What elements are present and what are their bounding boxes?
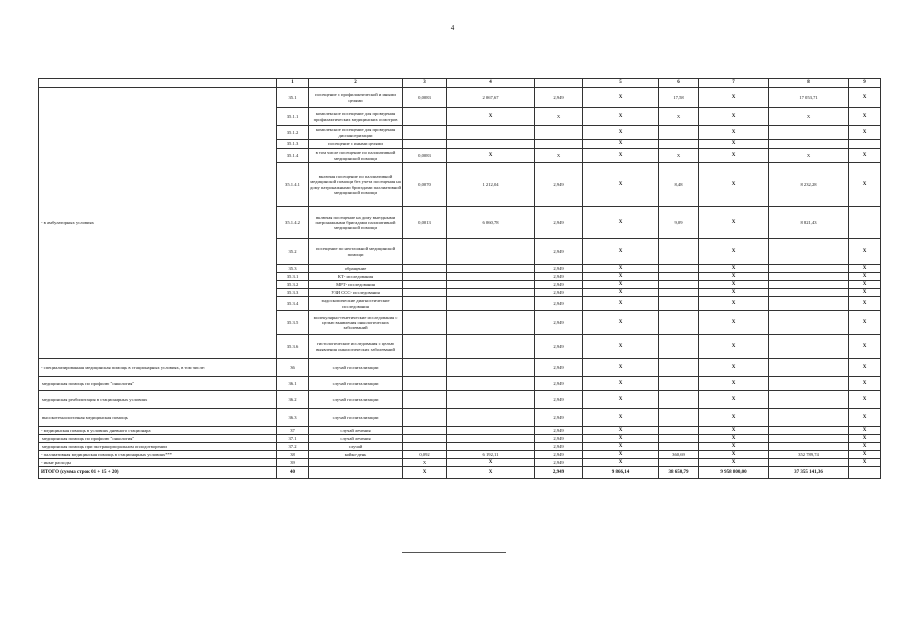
value-cell: X (583, 265, 659, 273)
value-cell (659, 377, 699, 391)
row-number-cell: 38 (277, 451, 309, 459)
value-cell: X (849, 311, 881, 335)
header-cell (535, 79, 583, 88)
value-cell: X (699, 289, 769, 297)
row-number-cell: 36.3 (277, 409, 309, 427)
value-cell: X (849, 451, 881, 459)
value-cell (769, 391, 849, 409)
value-cell (769, 435, 849, 443)
value-cell: X (699, 311, 769, 335)
value-cell: X (699, 273, 769, 281)
value-cell: 2,949 (535, 427, 583, 435)
row-number-cell: 35.3.4 (277, 297, 309, 311)
value-cell: X (583, 409, 659, 427)
value-cell (769, 289, 849, 297)
value-cell: X (699, 281, 769, 289)
unit-cell: посещение по неотложной медицинской помощи (309, 239, 403, 265)
value-cell: X (699, 451, 769, 459)
value-cell (447, 239, 535, 265)
value-cell (769, 265, 849, 273)
value-cell: X (583, 88, 659, 108)
value-cell (659, 140, 699, 149)
value-cell (447, 126, 535, 140)
value-cell: X (659, 149, 699, 163)
value-cell (403, 409, 447, 427)
value-cell (403, 273, 447, 281)
value-cell (535, 126, 583, 140)
header-cell: 3 (403, 79, 447, 88)
value-cell: X (583, 459, 659, 467)
header-cell-empty (39, 79, 277, 88)
value-cell (849, 207, 881, 239)
value-cell (447, 427, 535, 435)
header-cell: 4 (447, 79, 535, 88)
row-name-cell: высокотехнологичная медицинская помощь (39, 409, 277, 427)
value-cell: 2,949 (535, 443, 583, 451)
value-cell (447, 391, 535, 409)
unit-cell: комплексное посещение для проведения диспансеризации (309, 126, 403, 140)
value-cell: 0,0070 (403, 163, 447, 207)
value-cell: X (583, 359, 659, 377)
value-cell: 2,949 (535, 239, 583, 265)
value-cell: X (849, 281, 881, 289)
value-cell (659, 273, 699, 281)
value-cell (769, 409, 849, 427)
value-cell (769, 311, 849, 335)
value-cell: X (699, 126, 769, 140)
row-name-cell: медицинская реабилитация в стационарных условиях (39, 391, 277, 409)
row-number-cell: 35.3.5 (277, 311, 309, 335)
value-cell (403, 140, 447, 149)
value-cell (849, 140, 881, 149)
value-cell (659, 297, 699, 311)
value-cell: 2,949 (535, 273, 583, 281)
unit-cell: посещение с профилактической и иными целями (309, 88, 403, 108)
value-cell: X (583, 108, 659, 126)
value-cell: 17 053,71 (769, 88, 849, 108)
value-cell: 2,949 (535, 435, 583, 443)
value-cell (769, 239, 849, 265)
value-cell (769, 359, 849, 377)
value-cell: X (849, 88, 881, 108)
value-cell: 352 789,74 (769, 451, 849, 459)
row-number-cell: 36.1 (277, 377, 309, 391)
value-cell: 0,092 (403, 451, 447, 459)
value-cell: X (849, 435, 881, 443)
value-cell: X (535, 149, 583, 163)
total-value-cell: 38 650,79 (659, 467, 699, 479)
value-cell (447, 409, 535, 427)
value-cell (403, 289, 447, 297)
value-cell: 2 067,67 (447, 88, 535, 108)
value-cell: 2,949 (535, 289, 583, 297)
value-cell (659, 443, 699, 451)
row-name-cell: медицинская помощь при экстракорпоральном оплодотворении (39, 443, 277, 451)
value-cell: X (849, 409, 881, 427)
row-name-cell: - иные расходы (39, 459, 277, 467)
row-number-cell: 37 (277, 427, 309, 435)
header-row (39, 79, 881, 88)
value-cell (447, 359, 535, 377)
row-number-cell: 35.1.3 (277, 140, 309, 149)
value-cell (659, 427, 699, 435)
value-cell: 2,949 (535, 459, 583, 467)
value-cell: X (849, 149, 881, 163)
value-cell: X (699, 207, 769, 239)
total-value-cell: 37 355 141,36 (769, 467, 849, 479)
value-cell (769, 335, 849, 359)
table-body (39, 79, 881, 479)
value-cell (769, 297, 849, 311)
header-cell: 2 (309, 79, 403, 88)
unit-cell: УЗИ ССС- исследования (309, 289, 403, 297)
value-cell: 8 232,28 (769, 163, 849, 207)
value-cell: X (583, 427, 659, 435)
value-cell: X (583, 451, 659, 459)
value-cell: X (699, 335, 769, 359)
value-cell: X (583, 289, 659, 297)
group-label-ambulatory: - в амбулаторных условиях (39, 88, 277, 359)
value-cell (659, 265, 699, 273)
value-cell (535, 140, 583, 149)
table-row (39, 88, 881, 108)
value-cell (403, 335, 447, 359)
value-cell: X (583, 311, 659, 335)
unit-cell: молекулярно-генетические исследования с целью выявления онкологических заболеваний (309, 311, 403, 335)
value-cell: 2,949 (535, 163, 583, 207)
page-number: 4 (450, 24, 455, 32)
value-cell: X (583, 443, 659, 451)
row-number-cell: 37.2 (277, 443, 309, 451)
value-cell: X (699, 377, 769, 391)
row-number-cell: 35.1.4.2 (277, 207, 309, 239)
row-number-cell: 35.3.6 (277, 335, 309, 359)
row-number-cell: 35.2 (277, 239, 309, 265)
unit-cell: МРТ- исследования (309, 281, 403, 289)
value-cell: X (849, 163, 881, 207)
value-cell: X (849, 377, 881, 391)
value-cell: X (583, 140, 659, 149)
value-cell (403, 239, 447, 265)
total-value-cell: 2,949 (535, 467, 583, 479)
value-cell (447, 281, 535, 289)
value-cell: X (849, 108, 881, 126)
value-cell (659, 126, 699, 140)
value-cell (403, 359, 447, 377)
table-row (39, 409, 881, 427)
row-number-cell: 35.1.4.1 (277, 163, 309, 207)
value-cell: X (583, 126, 659, 140)
unit-cell: случай госпитализации (309, 391, 403, 409)
unit-cell: включая посещение на дому выездными патронажными бригадами паллиативной медицинской помощи (309, 207, 403, 239)
value-cell: 2,949 (535, 377, 583, 391)
value-cell: X (699, 391, 769, 409)
value-cell: X (583, 239, 659, 265)
row-name-cell: - медицинская помощь в условиях дневного стационара (39, 427, 277, 435)
value-cell (403, 311, 447, 335)
table-row (39, 377, 881, 391)
value-cell (659, 289, 699, 297)
unit-cell: случай лечения (309, 435, 403, 443)
value-cell: 6 192,11 (447, 451, 535, 459)
value-cell: 17,58 (659, 88, 699, 108)
value-cell: 2,949 (535, 88, 583, 108)
value-cell: 8,48 (659, 163, 699, 207)
footer-rule (402, 552, 506, 553)
value-cell: X (583, 377, 659, 391)
value-cell: X (849, 273, 881, 281)
row-number-cell: 35.3.2 (277, 281, 309, 289)
unit-cell: эндоскопические диагностические исследования (309, 297, 403, 311)
value-cell (659, 409, 699, 427)
row-number-cell: 37.1 (277, 435, 309, 443)
table-row (39, 359, 881, 377)
value-cell (659, 391, 699, 409)
total-row (39, 467, 881, 479)
value-cell: X (849, 265, 881, 273)
value-cell: 360,69 (659, 451, 699, 459)
unit-cell: случай госпитализации (309, 409, 403, 427)
value-cell: X (849, 359, 881, 377)
value-cell (447, 377, 535, 391)
row-name-cell: медицинская помощь по профилю "онкология" (39, 377, 277, 391)
unit-cell: гистологические исследования с целью выявления онкологических заболеваний (309, 335, 403, 359)
total-label-cell: ИТОГО (сумма строк 01 + 15 + 20) (39, 467, 277, 479)
value-cell (769, 140, 849, 149)
value-cell: 2,949 (535, 409, 583, 427)
value-cell: X (403, 459, 447, 467)
value-cell: X (849, 289, 881, 297)
value-cell (403, 297, 447, 311)
total-value-cell (309, 467, 403, 479)
unit-cell: комплексное посещение для проведения профилактических медицинских осмотров (309, 108, 403, 126)
value-cell: X (699, 427, 769, 435)
value-cell (447, 297, 535, 311)
value-cell: 2,949 (535, 311, 583, 335)
table-row (39, 443, 881, 451)
value-cell: X (699, 265, 769, 273)
value-cell: X (659, 108, 699, 126)
value-cell: X (699, 435, 769, 443)
row-number-cell: 35.1.4 (277, 149, 309, 163)
row-name-cell: - паллиативная медицинская помощь в стационарных условиях*** (39, 451, 277, 459)
value-cell: X (535, 108, 583, 126)
value-cell (659, 435, 699, 443)
row-number-cell: 35.1 (277, 88, 309, 108)
row-number-cell: 35.3 (277, 265, 309, 273)
header-cell: 7 (699, 79, 769, 88)
value-cell: X (699, 239, 769, 265)
total-value-cell (849, 467, 881, 479)
header-cell: 6 (659, 79, 699, 88)
value-cell (659, 281, 699, 289)
value-cell (403, 377, 447, 391)
value-cell (403, 281, 447, 289)
row-number-cell: 35.1.2 (277, 126, 309, 140)
value-cell: X (583, 391, 659, 409)
value-cell: X (699, 140, 769, 149)
value-cell: X (849, 459, 881, 467)
unit-cell: случай госпитализации (309, 359, 403, 377)
header-cell: 5 (583, 79, 659, 88)
value-cell: 8 821,43 (769, 207, 849, 239)
unit-cell: случай лечения (309, 427, 403, 435)
value-cell: X (769, 108, 849, 126)
value-cell: X (447, 108, 535, 126)
row-number-cell: 35.3.3 (277, 289, 309, 297)
row-number-cell: 35.1.1 (277, 108, 309, 126)
value-cell (769, 377, 849, 391)
value-cell: X (699, 88, 769, 108)
value-cell: 6 060,78 (447, 207, 535, 239)
value-cell: X (699, 359, 769, 377)
value-cell (403, 427, 447, 435)
financing-table (38, 78, 881, 479)
value-cell (447, 311, 535, 335)
value-cell: X (699, 163, 769, 207)
value-cell (447, 265, 535, 273)
value-cell (769, 281, 849, 289)
table-row (39, 435, 881, 443)
value-cell (403, 108, 447, 126)
value-cell (447, 273, 535, 281)
table-row (39, 391, 881, 409)
row-number-cell: 36 (277, 359, 309, 377)
table-row (39, 451, 881, 459)
value-cell (659, 359, 699, 377)
value-cell: X (699, 297, 769, 311)
value-cell: 1 212,04 (447, 163, 535, 207)
value-cell (403, 391, 447, 409)
unit-cell: включая посещение по паллиативной медицинской помощи без учета посещения на дому патронажными бригадами паллиативной медицинской помощи (309, 163, 403, 207)
value-cell: X (849, 126, 881, 140)
value-cell: 0,0083 (403, 88, 447, 108)
value-cell: X (699, 459, 769, 467)
row-number-cell: 36.2 (277, 391, 309, 409)
unit-cell: случай (309, 443, 403, 451)
value-cell: 0,0083 (403, 149, 447, 163)
value-cell: 2,949 (535, 297, 583, 311)
value-cell: 2,949 (535, 335, 583, 359)
value-cell (403, 435, 447, 443)
value-cell: 2,949 (535, 207, 583, 239)
total-value-cell: X (403, 467, 447, 479)
unit-cell: койко-день (309, 451, 403, 459)
value-cell (659, 335, 699, 359)
value-cell: 2,949 (535, 281, 583, 289)
header-cell: 8 (769, 79, 849, 88)
header-cell: 1 (277, 79, 309, 88)
table-row (39, 459, 881, 467)
value-cell: X (583, 281, 659, 289)
value-cell: X (699, 409, 769, 427)
value-cell: X (583, 207, 659, 239)
value-cell: X (849, 443, 881, 451)
value-cell (447, 140, 535, 149)
value-cell: X (849, 427, 881, 435)
total-value-cell: X (447, 467, 535, 479)
value-cell (769, 427, 849, 435)
unit-cell (309, 459, 403, 467)
value-cell: 2,949 (535, 451, 583, 459)
value-cell: X (583, 273, 659, 281)
table-row (39, 427, 881, 435)
value-cell: 9,09 (659, 207, 699, 239)
row-number-cell: 35.3.1 (277, 273, 309, 281)
value-cell: X (849, 297, 881, 311)
value-cell: 2,949 (535, 391, 583, 409)
value-cell: X (849, 335, 881, 359)
value-cell: X (583, 149, 659, 163)
value-cell (447, 435, 535, 443)
value-cell (659, 239, 699, 265)
value-cell (769, 459, 849, 467)
value-cell: X (699, 108, 769, 126)
value-cell: 0,0013 (403, 207, 447, 239)
unit-cell: случай госпитализации (309, 377, 403, 391)
value-cell (403, 126, 447, 140)
value-cell: X (447, 149, 535, 163)
value-cell (769, 126, 849, 140)
value-cell: X (583, 163, 659, 207)
value-cell (659, 459, 699, 467)
value-cell: X (849, 391, 881, 409)
total-value-cell: 40 (277, 467, 309, 479)
value-cell (769, 443, 849, 451)
value-cell: X (699, 443, 769, 451)
value-cell: 2,949 (535, 359, 583, 377)
value-cell (403, 265, 447, 273)
value-cell (447, 443, 535, 451)
value-cell: X (583, 335, 659, 359)
unit-cell: в том числе посещение по паллиативной медицинской помощи (309, 149, 403, 163)
value-cell: X (849, 239, 881, 265)
total-value-cell: 9 866,14 (583, 467, 659, 479)
value-cell: X (699, 149, 769, 163)
value-cell (403, 443, 447, 451)
unit-cell: посещение с иными целями (309, 140, 403, 149)
value-cell (447, 289, 535, 297)
value-cell: 2,949 (535, 265, 583, 273)
header-cell: 9 (849, 79, 881, 88)
row-number-cell: 39 (277, 459, 309, 467)
unit-cell: КТ- исследования (309, 273, 403, 281)
value-cell (447, 335, 535, 359)
unit-cell: обращение (309, 265, 403, 273)
value-cell: X (447, 459, 535, 467)
value-cell: X (583, 435, 659, 443)
row-name-cell: - специализированная медицинская помощь в стационарных условиях, в том числе: (39, 359, 277, 377)
row-name-cell: медицинская помощь по профилю "онкология" (39, 435, 277, 443)
total-value-cell: 9 958 800,00 (699, 467, 769, 479)
value-cell (659, 311, 699, 335)
value-cell: X (769, 149, 849, 163)
value-cell (769, 273, 849, 281)
value-cell: X (583, 297, 659, 311)
